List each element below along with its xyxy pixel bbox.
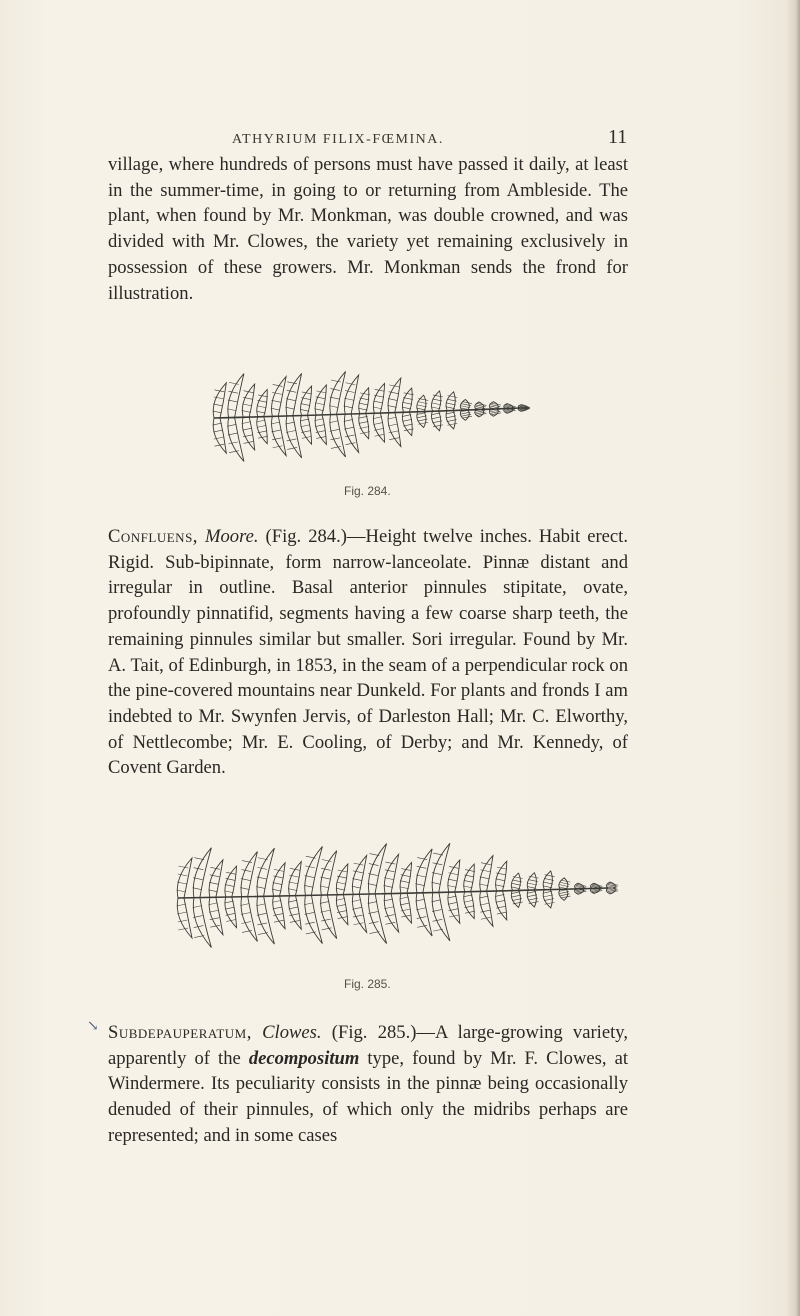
variety-name-subdepauperatum: Subdepauperatum, (108, 1022, 252, 1043)
variety-name-confluens: Confluens, (108, 526, 198, 547)
page-number: 11 (608, 126, 628, 148)
paragraph-1 (108, 152, 628, 306)
paragraph-3-text-a: (Fig. 285.)—A large-growing variety, apparently of the (108, 1022, 628, 1069)
margin-arrow-icon: ↘ (87, 1019, 99, 1034)
fern-frond-figure-285 (168, 828, 618, 956)
paragraph-3 (108, 1020, 628, 1149)
author-moore: Moore. (204, 526, 259, 547)
paragraph-3-text-b: type, found by Mr. F. Clowes, at Windermere. Its peculiarity consists in the pinnæ being occasionally denuded of their pinnules, of which only the midribs perhaps are represented; and in some cases (108, 1047, 628, 1146)
running-title: ATHYRIUM FILIX-FŒMINA. (232, 132, 444, 147)
figure-285-caption: Fig. 285. (344, 977, 391, 991)
page-edge-shadow (786, 0, 800, 1316)
emphasis-decompositum: decompositum (248, 1047, 360, 1069)
fern-frond-figure-284 (200, 356, 530, 468)
figure-284-caption: Fig. 284. (344, 484, 391, 498)
author-clowes: Clowes. (262, 1022, 322, 1043)
paragraph-2 (108, 524, 628, 781)
paragraph-1-text: village, where hundreds of persons must have passed it daily, at least in the summer-time, in going to or returning from Ambleside. The plant, when found by Mr. Monkman, was double crowned, and was divided with Mr. Clowes, the variety yet remaining exclusively in possession of these growers. Mr. Monkman sends the frond for illustration. (108, 154, 628, 304)
paragraph-2-text: (Fig. 284.)—Height twelve inches. Habit erect. Rigid. Sub-bipinnate, form narrow-lanceolate. Pinnæ distant and irregular in outline. Basal anterior pinnules stipitate, ovate, profoundly pinnatifid, segments having a few coarse sharp teeth, the remaining pinnules similar but smaller. Sori irregular. Found by Mr. A. Tait, of Edinburgh, in 1853, in the seam of a perpendicular rock on the pine-covered mountains near Dunkeld. For plants and fronds I am indebted to Mr. Swynfen Jervis, of Darleston Hall; Mr. C. Elworthy, of Nettlecombe; Mr. E. Cooling, of Derby; and Mr. Kennedy, of Covent Garden. (108, 526, 628, 779)
